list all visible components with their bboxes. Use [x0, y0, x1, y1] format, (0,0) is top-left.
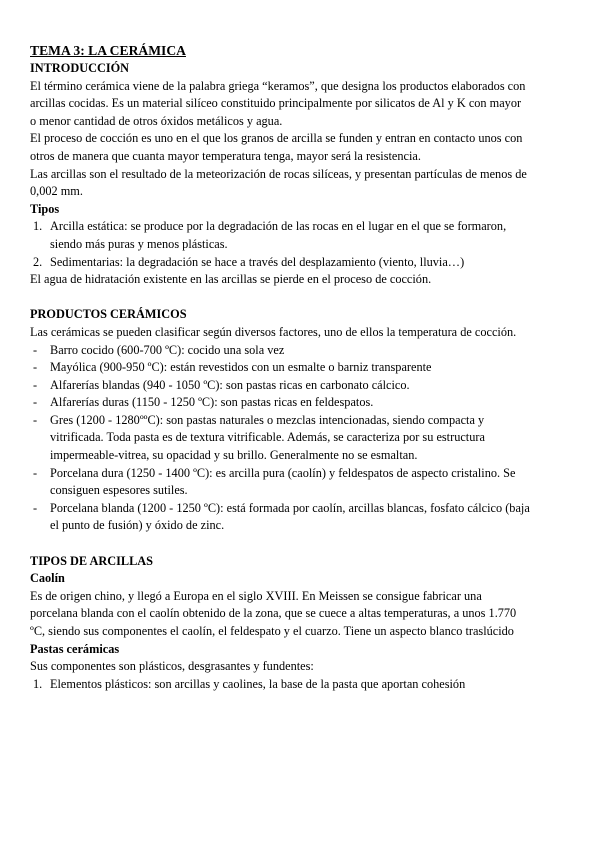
productos-list	[30, 342, 530, 536]
intro-paragraph-4: El agua de hidratación existente en las arcillas se pierde en el proceso de cocción.	[30, 272, 432, 287]
list-item-text: Barro cocido (600-700 ºC): cocido una sola vez	[50, 342, 285, 357]
list-item-text: Sedimentarias: la degradación se hace a través del desplazamiento (viento, lluvia…)	[50, 254, 465, 269]
tipos-heading: Tipos	[30, 201, 60, 216]
list-item	[30, 342, 530, 360]
list-item	[30, 359, 530, 377]
pastas-paragraph: Sus componentes son plásticos, desgrasantes y fundentes:	[30, 659, 314, 674]
list-item	[30, 394, 530, 412]
list-item	[30, 254, 530, 272]
list-item-text: Arcilla estática: se produce por la degradación de las rocas en el lugar en el que se formaron, siendo más puras y menos plásticas.	[50, 219, 507, 251]
list-item	[30, 377, 530, 395]
list-marker: -	[33, 465, 38, 480]
list-item-text: Elementos plásticos: son arcillas y caolines, la base de la pasta que aportan cohesión	[50, 676, 466, 691]
list-marker: -	[33, 500, 38, 515]
productos-paragraph: Las cerámicas se pueden clasificar según diversos factores, uno de ellos la temperatura de cocción.	[30, 324, 517, 339]
document-page	[30, 42, 530, 693]
pastas-list	[30, 676, 530, 694]
list-item	[30, 465, 530, 500]
list-marker: -	[33, 377, 38, 392]
list-marker: 2.	[33, 254, 43, 269]
caolin-heading: Caolín	[30, 571, 65, 586]
list-item-text: Porcelana dura (1250 - 1400 ºC): es arcilla pura (caolín) y feldespatos de aspecto cristalino. Se consiguen espesores sutiles.	[50, 465, 516, 498]
list-item-text: Mayólica (900-950 ºC): están revestidos con un esmalte o barniz transparente	[50, 360, 432, 375]
intro-paragraph-3: Las arcillas son el resultado de la meteorización de rocas silíceas, y presentan partículas de menos de 0,002 mm.	[30, 166, 527, 199]
list-marker: -	[33, 342, 38, 357]
intro-heading: INTRODUCCIÓN	[30, 61, 130, 75]
tipos-list	[30, 218, 530, 271]
list-item	[30, 500, 530, 535]
productos-heading: PRODUCTOS CERÁMICOS	[30, 307, 187, 322]
list-item-text: Porcelana blanda (1200 - 1250 ºC): está formada por caolín, arcillas blancas, fosfato cálcico (baja el punto de fusión) y óxido de zinc.	[50, 500, 530, 533]
section-gap	[30, 289, 530, 307]
intro-paragraph-1: El término cerámica viene de la palabra griega “keramos”, que designa los productos elaborados con arcillas cocidas. Es un material silíceo constituido principalmente por silicatos de Al y K con mayor o menor cantidad de otros óxidos metálicos y agua.	[30, 78, 526, 128]
list-item-text: Alfarerías duras (1150 - 1250 ºC): son pastas ricas en feldespatos.	[50, 395, 374, 410]
list-item-text: Gres (1200 - 1280ººC): son pastas naturales o mezclas intencionadas, siendo compacta y vitrificada. Toda pasta es de textura vitrificable. Además, se caracteriza por su estructura impermeable-vitrea, su opacidad y su brillo. Generalmente no se esmaltan.	[50, 412, 485, 463]
list-marker: -	[33, 360, 38, 375]
pastas-heading: Pastas cerámicas	[30, 641, 120, 656]
list-item	[30, 412, 530, 465]
list-marker: 1.	[33, 676, 43, 691]
list-item	[30, 676, 530, 694]
list-item-text: Alfarerías blandas (940 - 1050 ºC): son pastas ricas en carbonato cálcico.	[50, 377, 410, 392]
list-marker: -	[33, 412, 38, 427]
list-item	[30, 218, 530, 253]
section-gap	[30, 535, 530, 553]
intro-paragraph-2: El proceso de cocción es uno en el que los granos de arcilla se funden y entran en contacto unos con otros de manera que cuanta mayor temperatura tenga, mayor será la resistencia.	[30, 131, 523, 163]
list-marker: 1.	[33, 219, 43, 234]
caolin-paragraph: Es de origen chino, y llegó a Europa en el siglo XVIII. En Meissen se consigue fabricar una porcelana blanda con el caolín obtenido de la zona, que se cuece a altas temperaturas, a unos 1.770 ºC, siendo sus componentes el caolín, el feldespato y el cuarzo. Tiene un aspecto blanco traslúcido	[30, 588, 517, 638]
list-marker: -	[33, 395, 38, 410]
page-title: TEMA 3: LA CERÁMICA	[30, 43, 186, 58]
arcillas-heading: TIPOS DE ARCILLAS	[30, 553, 154, 568]
